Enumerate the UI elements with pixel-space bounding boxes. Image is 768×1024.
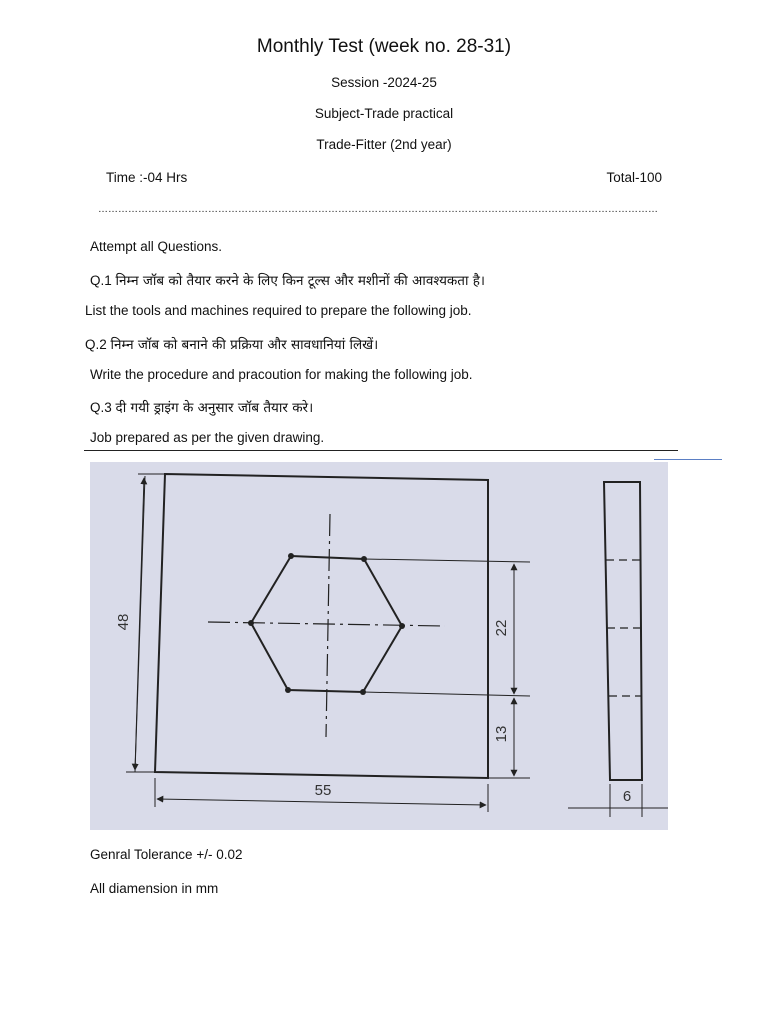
dim-label-13: 13 <box>493 725 510 743</box>
total-marks-label: Total-100 <box>606 170 662 185</box>
dim-label-6: 6 <box>622 788 632 805</box>
vertical-centerline <box>326 514 330 737</box>
question-3-english: Job prepared as per the given drawing. <box>90 430 325 445</box>
job-drawing-svg <box>90 462 668 830</box>
question-1-english: List the tools and machines required to prepare the following job. <box>85 303 472 318</box>
trade-label: Trade-Fitter (2nd year) <box>316 137 452 152</box>
job-drawing <box>90 462 668 830</box>
dotted-separator: …………………………………………………………………………………………………………………………………………………… <box>98 204 658 215</box>
question-number: Q.2 <box>85 337 107 352</box>
question-text-hindi: निम्न जॉब को बनाने की प्रक्रिया और सावधानियां लिखें। <box>110 337 379 353</box>
question-number: Q.1 <box>90 273 112 288</box>
question-2-hindi <box>85 335 378 353</box>
horizontal-rule <box>84 450 678 451</box>
dim-label-22: 22 <box>493 619 510 637</box>
question-2-english: Write the procedure and pracoution for making the following job. <box>90 367 473 382</box>
units-note: All diamension in mm <box>90 881 219 896</box>
question-text-hindi: दी गयी ड्राइंग के अनुसार जॉब तैयार करे। <box>115 400 314 416</box>
subject-label: Subject-Trade practical <box>314 106 454 121</box>
horizontal-centerline <box>208 622 445 626</box>
decorative-line <box>654 459 722 460</box>
dim-label-55: 55 <box>314 782 332 799</box>
instructions: Attempt all Questions. <box>90 239 223 254</box>
side-view-outline <box>604 482 642 780</box>
question-number: Q.3 <box>90 400 112 415</box>
tolerance-note: Genral Tolerance +/- 0.02 <box>90 847 243 862</box>
question-3-hindi <box>90 398 313 416</box>
time-label: Time :-04 Hrs <box>106 170 188 185</box>
session-label: Session -2024-25 <box>331 75 437 90</box>
dim-label-48: 48 <box>115 613 132 631</box>
question-text-hindi: निम्न जॉब को तैयार करने के लिए किन टूल्स और मशीनों की आवश्यकता है। <box>115 273 486 289</box>
question-1-hindi <box>90 271 485 289</box>
dim-line-55 <box>157 799 486 805</box>
page-title: Monthly Test (week no. 28-31) <box>256 36 512 57</box>
